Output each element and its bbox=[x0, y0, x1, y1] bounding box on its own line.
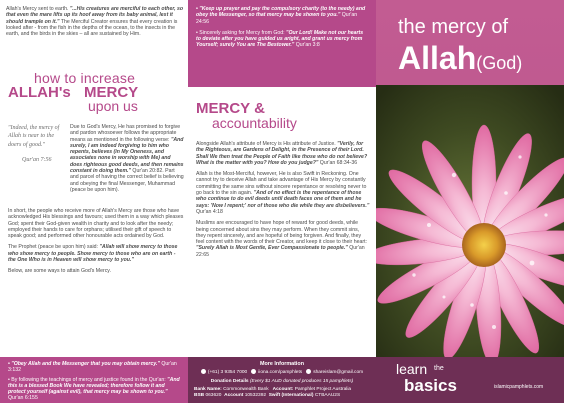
bsb-value: 063620 bbox=[204, 392, 222, 398]
middle-body bbox=[196, 141, 370, 258]
donation-note: (Every $1 AUD donated produces 15 pamphlets) bbox=[248, 378, 354, 384]
bullet-obey-ref: Qur'an 3:132 bbox=[8, 361, 177, 374]
heading-upon-us: upon us bbox=[88, 98, 138, 114]
the-word: the bbox=[434, 365, 444, 372]
body3-ref: Qur'an 22:65 bbox=[196, 245, 365, 258]
swift-value: CTBAAU2S bbox=[313, 392, 341, 398]
bullet-asking bbox=[196, 30, 368, 49]
para3-quote: "Allah will show mercy to those who show mercy to people. Show mercy to those who are on earth - the One Who is in Heaven will show mercy to you." bbox=[8, 244, 178, 264]
email-link[interactable]: shareislam@gmail.com bbox=[313, 369, 364, 375]
cover-footer bbox=[376, 357, 564, 403]
cover-allah-word: Allah bbox=[398, 40, 477, 76]
body2-quote: "And of no effect is the repentance of those who continue to do evil deeds until death faces one of them and he says: 'Now I repent;' nor of those who die while they are disbelievers." bbox=[196, 190, 370, 209]
cover-title-allah bbox=[398, 40, 522, 77]
bullet-follow-ref: Qur'an 6:155 bbox=[8, 395, 38, 402]
donation-line bbox=[194, 379, 370, 385]
website-url[interactable]: islamicpamphlets.com bbox=[494, 384, 544, 390]
basics-word: basics bbox=[404, 376, 457, 395]
paragraph-below: Below, are some ways to attain God's Mercy. bbox=[8, 268, 111, 275]
paragraph-group bbox=[8, 208, 184, 275]
intro-quote: "...His creatures are merciful to each other, so that even the mare lifts up its hoof away from its baby animal, lest it should trample on it." bbox=[6, 6, 184, 25]
bullet-prayer-quote: • "Keep up prayer and pay the compulsory charity (to the needy) and obey the Messenger, so that mercy may be shown to you." bbox=[196, 6, 366, 19]
paragraph-in-short: In short, the people who receive more of Allah's Mercy are those who have acknowledged His blessings and favours; used them in a way which pleases God; spent their God-given wealth in charity and to look after the needy; employed their hands to care for orphans; utilised their gift of speech to speak good; and performed other honourable acts ordained by God. bbox=[8, 208, 184, 240]
heading-mercy: MERCY bbox=[84, 84, 139, 101]
body2-ref: Qur'an 4:18 bbox=[196, 208, 223, 215]
phone-icon bbox=[201, 369, 206, 374]
bsb-label: BSB bbox=[194, 392, 205, 398]
body3-quote: "Surely Allah is Most Gentle, Ever Compassionate to people." bbox=[196, 245, 348, 252]
paragraph-reckoning bbox=[196, 171, 370, 215]
paragraph-justice bbox=[196, 141, 370, 166]
info-footer bbox=[188, 357, 376, 403]
bullet-obey-quote: • "Obey Allah and the Messenger that you may obtain mercy." bbox=[8, 361, 160, 367]
bullet-asking-quote: "Our Lord! Make not our hearts to deviate after you have guided us aright, and grant us mercy from Yourself; surely You are The Bestower." bbox=[196, 29, 364, 49]
middle-top-bullets bbox=[188, 0, 376, 87]
account-label: Account: bbox=[272, 386, 294, 392]
heading-how-to-increase: how to increase bbox=[34, 70, 136, 86]
bsb-line bbox=[194, 393, 370, 399]
intro-rest: The Merciful Creator ensures that every creation is looked after - from the fish in the depths of the ocean, to the insects in the earth, and the birds in the skies – all are sustained by Him. bbox=[6, 18, 178, 38]
bank-label: Bank Name: bbox=[194, 386, 222, 392]
accno-value: 10532392 bbox=[243, 392, 267, 398]
side-quote-ref: Qur'an 7:56 bbox=[22, 157, 52, 163]
panel-cover bbox=[376, 0, 564, 403]
body2-text: Allah is the Most-Merciful, however, He is also Swift in Reckoning. One cannot try to deceive Allah and take advantage of His Mercy by constantly committing the same sins without sincere repentance or resolving never to go back to the sin again. bbox=[196, 171, 367, 197]
body3-text: Muslims are encouraged to have hope of reward for good deeds, while being concerned about sins they may perform. When they commit sins, they repent sincerely, and are hopeful of being forgiven. And finally, they feel content with the words of their Creator, and keep it close to their heart: bbox=[196, 220, 367, 246]
bullet-obey bbox=[8, 361, 180, 374]
para3-text: The Prophet (peace be upon him) said: bbox=[8, 244, 100, 251]
intro-text: Allah's Mercy sent to earth. bbox=[6, 6, 70, 12]
bullet-follow bbox=[8, 377, 180, 402]
para1-end: Qur'an 20:82. Part and parcel of having the correct belief is believing and obeying the final Messenger, Muhammad (peace be upon him). bbox=[70, 168, 184, 193]
flower-image bbox=[376, 85, 564, 357]
bullet-asking-ref: Qur'an 3:8 bbox=[294, 42, 320, 49]
panel-middle bbox=[188, 0, 376, 403]
bullet-follow-text: • By following the teachings of mercy and justice found in the Qur'an: bbox=[8, 376, 168, 383]
left-footer-bullets bbox=[0, 357, 188, 403]
donation-heading: Donation Details bbox=[210, 378, 249, 384]
side-quote: "Indeed, the mercy of Allah is near to the doers of good." bbox=[8, 125, 60, 148]
email-icon bbox=[306, 369, 311, 374]
account-value: Pamphlet Project Australia bbox=[293, 386, 352, 392]
panel-left bbox=[0, 0, 188, 403]
heading-mercy-and: MERCY & bbox=[196, 100, 265, 117]
contact-line bbox=[194, 369, 370, 376]
bullet-asking-text: • Sincerely asking for Mercy from God: bbox=[196, 29, 287, 36]
para1-quote: "And surely, I am indeed forgiving to him who repents, believes (in My Oneness, and associates none in worship with Me) and does righteous good deeds, and then remains constant in doing them." bbox=[70, 136, 184, 175]
body1-quote: "Verily, for the Righteous, are Gardens of Delight, in the Presence of their Lord. Shall We then treat the People of Faith like those who do not believe? What is the matter with you? How do you judge?" bbox=[196, 141, 368, 166]
swift-label: Swift (International) bbox=[268, 392, 314, 398]
paragraph-hope bbox=[196, 220, 370, 258]
bullet-prayer-ref: Qur'an 24:56 bbox=[196, 12, 358, 25]
bullet-follow-quote: "And this is a blessed Book We have revealed; therefore follow it and protect yourself (against evil), that mercy may be shown to you." bbox=[8, 376, 180, 396]
heading-accountability: accountability bbox=[212, 115, 297, 131]
heading-allahs: ALLAH's bbox=[8, 84, 71, 101]
phone-number[interactable]: (+61) 3 9354 7000 bbox=[207, 369, 248, 375]
bank-value: Commonwealth Bank bbox=[221, 386, 269, 392]
body1-text: Alongside Allah's attribute of Mercy is His attribute of Justice. bbox=[196, 141, 338, 147]
more-info-heading: More Information bbox=[259, 361, 305, 367]
cover-title-small: the mercy of bbox=[398, 16, 509, 38]
paragraph-forgive bbox=[70, 124, 184, 193]
para1-text: Due to God's Mercy, He has promised to forgive and pardon whosoever follows the appropriate means as mentioned in the following verse: bbox=[70, 124, 181, 143]
intro-paragraph bbox=[6, 6, 184, 37]
body1-ref: Qur'an 68:34-36 bbox=[318, 159, 358, 166]
bullet-prayer bbox=[196, 6, 368, 25]
paragraph-prophet bbox=[8, 244, 184, 263]
cover-god-word: (God) bbox=[476, 53, 523, 73]
learn-word: learn bbox=[396, 361, 428, 377]
accno-label: Account bbox=[224, 392, 244, 398]
website-link[interactable]: iiona.com/pamphlets bbox=[258, 369, 303, 375]
web-icon bbox=[251, 369, 256, 374]
